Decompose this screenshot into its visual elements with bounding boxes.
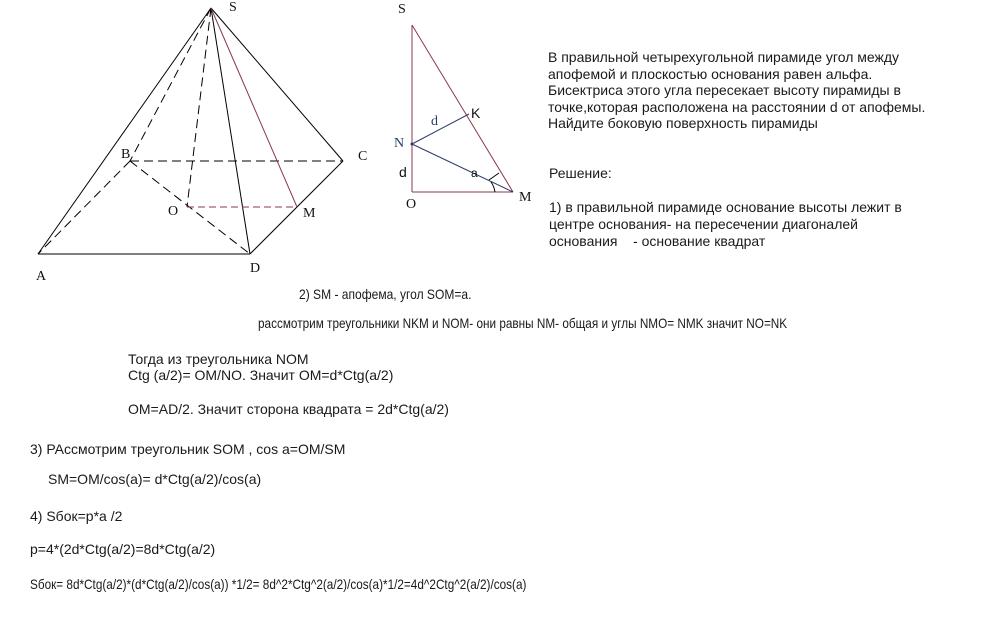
step2-side: OM=AD/2. Значит сторона квадрата = 2d*Ctg(a/2) xyxy=(128,401,449,417)
tri-label-k: K xyxy=(471,105,481,121)
final-formula: Sбок= 8d*Ctg(a/2)*(d*Ctg(a/2)/cos(a)) *1/2= 8d^2*Ctg^2(a/2)/cos(a)*1/2=4d^2Ctg^2(a/2)/cos(a) xyxy=(30,576,527,592)
label-c: C xyxy=(358,149,368,164)
solution-heading: Решение: xyxy=(549,165,612,181)
tri-label-s: S xyxy=(398,2,406,17)
tri-label-d-nk: d xyxy=(431,114,438,129)
problem-line: апофемой и плоскостью основания равен альфа. xyxy=(548,65,873,82)
step2-detail: рассмотрим треугольники NKM и NOM- они равны NM- общая и углы NMO= NMK значит NO=NK xyxy=(258,315,788,331)
step2: 2) SM - апофема, угол SOM=a. xyxy=(299,286,472,302)
step1-line2: центре основания- на пересечении диагоналей xyxy=(549,216,858,232)
tri-label-n: N xyxy=(394,136,405,151)
label-s: S xyxy=(229,0,237,15)
apothem-lines xyxy=(187,8,297,207)
step2-nom-line2: Ctg (a/2)= OM/NO. Значит OM=d*Ctg(a/2) xyxy=(128,367,394,383)
problem-line: В правильной четырехугольной пирамиде угол между xyxy=(548,49,900,65)
label-d: D xyxy=(250,261,261,276)
problem-statement xyxy=(548,49,925,132)
tri-label-o: O xyxy=(406,197,417,212)
tri-label-angle: a xyxy=(471,166,478,180)
label-b: B xyxy=(121,147,131,162)
step2-nom-line1: Тогда из треугольника NOM xyxy=(128,351,309,367)
label-a: A xyxy=(36,269,47,284)
step4: 4) Sбок=p*a /2 xyxy=(30,508,123,524)
problem-line: Найдите боковую поверхность пирамиды xyxy=(548,115,818,131)
tri-label-d-no: d xyxy=(399,164,407,180)
label-m: M xyxy=(303,206,316,221)
step3: 3) PAссмотрим треугольник SOM , cos a=OM/SM xyxy=(30,441,346,457)
point-n xyxy=(411,143,414,146)
step1-line3: основания - основание квадрат xyxy=(549,233,766,249)
label-o: O xyxy=(168,204,179,219)
pyramid-solid-edges xyxy=(38,8,343,254)
pyramid-hidden-edges xyxy=(38,8,343,254)
perimeter: p=4*(2d*Ctg(a/2)=8d*Ctg(a/2) xyxy=(30,541,216,557)
bisector-lines xyxy=(412,114,513,192)
triangle-som xyxy=(412,25,513,192)
problem-line: точке,которая расположена на расстоянии d от апофемы. xyxy=(548,98,926,115)
problem-line: Бисектриса этого угла пересекает высоту пирамиды в xyxy=(548,82,901,98)
tri-label-m: M xyxy=(519,190,532,205)
step1-line1: 1) в правильной пирамиде основание высоты лежит в xyxy=(549,199,902,215)
step3-detail: SM=OM/cos(a)= d*Ctg(a/2)/cos(a) xyxy=(48,471,262,487)
